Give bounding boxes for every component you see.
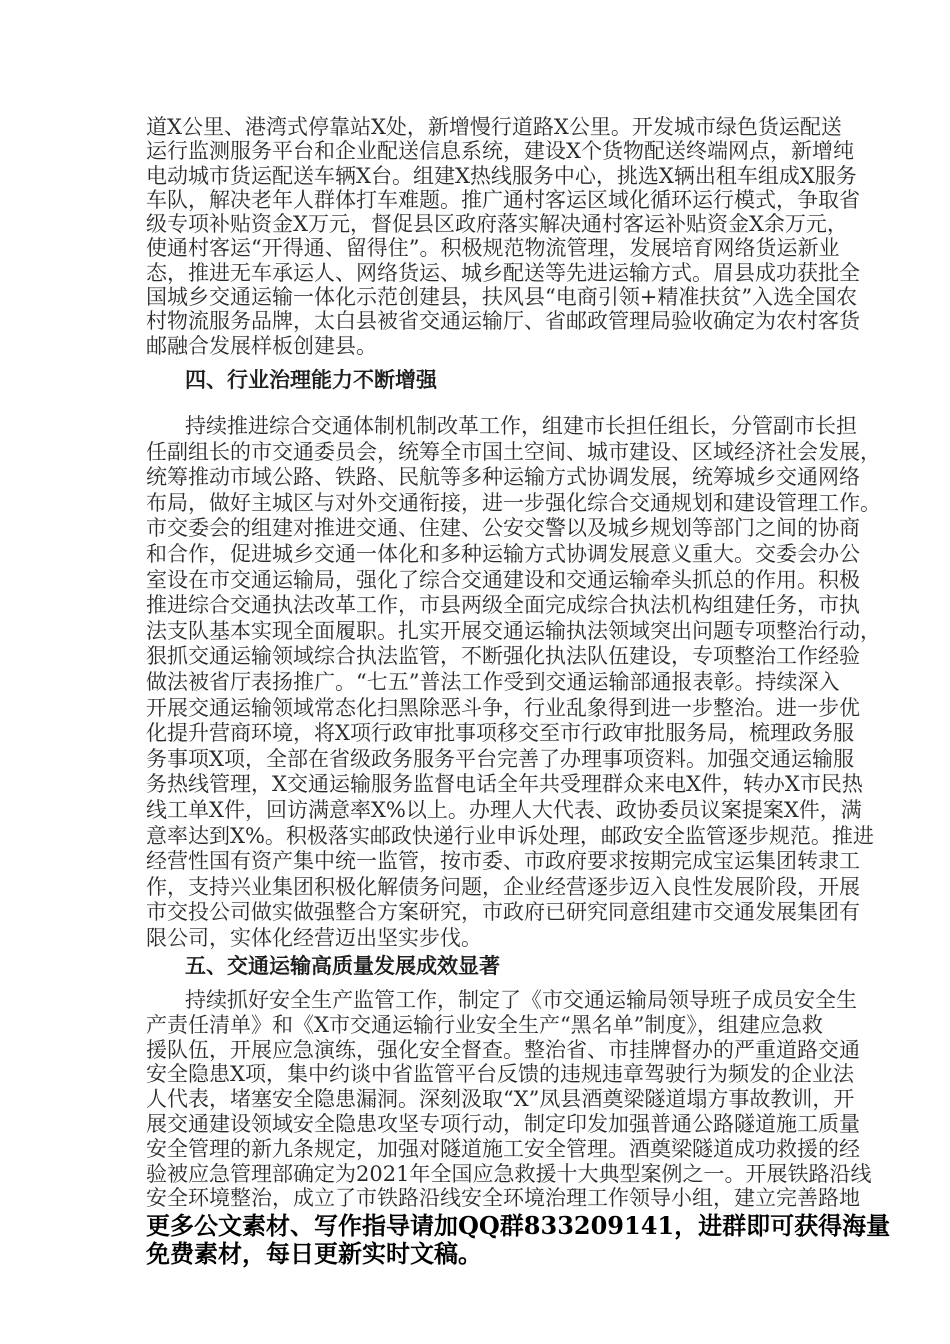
paragraph-line: 线工单X件，回访满意率X%以上。办理人大代表、政协委员议案提案X件，满 <box>146 797 862 822</box>
paragraph-line: 援队伍，开展应急演练，强化安全督查。整治省、市挂牌督办的严重道路交通 <box>146 1037 860 1062</box>
paragraph-line: 化提升营商环境，将X项行政审批事项移交至市行政审批服务局，梳理政务服 <box>146 721 854 746</box>
section-heading-4: 四、行业治理能力不断增强 <box>185 367 437 392</box>
paragraph-line: 市交委会的组建对推进交通、住建、公安交警以及城乡规划等部门之间的协商 <box>146 516 860 541</box>
paragraph-line: 道X公里、港湾式停靠站X处，新增慢行道路X公里。开发城市绿色货运配送 <box>146 115 842 139</box>
paragraph-line: 推进综合交通执法改革工作，市县两级全面完成综合执法机构组建任务，市执 <box>146 593 860 618</box>
paragraph-line: 布局，做好主城区与对外交通衔接，进一步强化综合交通规划和建设管理工作。 <box>146 490 881 515</box>
paragraph-line: 验被应急管理部确定为2021年全国应急救援十大典型案例之一。开展铁路沿线 <box>146 1161 872 1186</box>
paragraph-line: 村物流服务品牌，太白县被省交通运输厅、省邮政管理局验收确定为农村客货 <box>146 309 860 334</box>
paragraph-line: 任副组长的市交通委员会，统筹全市国土空间、城市建设、区域经济社会发展， <box>146 439 881 464</box>
paragraph-2 <box>146 414 881 951</box>
footer-line: 免费素材，每日更新实时文稿。 <box>146 1239 482 1268</box>
paragraph-line: 经营性国有资产集中统一监管，按市委、市政府要求按期完成宝运集团转隶工 <box>146 849 860 874</box>
paragraph-line: 安全管理的新九条规定，加强对隧道施工安全管理。酒奠梁隧道成功救援的经 <box>146 1136 860 1161</box>
paragraph-line: 意率达到X%。积极落实邮政快递行业申诉处理，邮政安全监管逐步规范。推进 <box>146 823 874 848</box>
paragraph-line: 务事项X项，全部在省级政务服务平台完善了办理事项资料。加强交通运输服 <box>146 746 854 771</box>
paragraph-line: 级专项补贴资金X万元，督促县区政府落实解决通村客运补贴资金X余万元， <box>146 212 848 237</box>
paragraph-line: 国城乡交通运输一体化示范创建县，扶风县“电商引领+精准扶贫”入选全国农 <box>146 285 858 310</box>
paragraph-line: 开展交通运输领域常态化扫黑除恶斗争，行业乱象得到进一步整治。进一步优 <box>146 695 860 720</box>
paragraph-line: 人代表，堵塞安全隐患漏洞。深刻汲取“X”凤县酒奠梁隧道塌方事故教训，开 <box>146 1087 855 1112</box>
paragraph-line: 统筹推动市域公路、铁路、民航等多种运输方式协调发展，统筹城乡交通网络 <box>146 465 860 490</box>
paragraph-1 <box>146 115 860 358</box>
promo-footer <box>146 1211 891 1268</box>
paragraph-line: 法支队基本实现全面履职。扎实开展交通运输执法领域突出问题专项整治行动， <box>146 618 881 643</box>
paragraph-line: 和合作，促进城乡交通一体化和多种运输方式协调发展意义重大。交委会办公 <box>146 541 860 566</box>
paragraph-line: 使通村客运“开得通、留得住”。积极规范物流管理，发展培育网络货运新业 <box>146 236 840 261</box>
footer-line: 更多公文素材、写作指导请加QQ群833209141，进群即可获得海量 <box>146 1211 891 1240</box>
paragraph-line: 展交通建设领域安全隐患攻坚专项行动，制定印发加强普通公路隧道施工质量 <box>146 1111 860 1136</box>
paragraph-line: 做法被省厅表扬推广。“七五”普法工作受到交通运输部通报表彰。持续深入 <box>146 669 840 694</box>
paragraph-3 <box>146 988 872 1211</box>
paragraph-line: 邮融合发展样板创建县。 <box>146 333 377 358</box>
paragraph-line: 务热线管理，X交通运输服务监督电话全年共受理群众来电X件，转办X市民热 <box>146 772 863 797</box>
paragraph-line: 态，推进无车承运人、网络货运、城乡配送等先进运输方式。眉县成功获批全 <box>146 260 860 285</box>
paragraph-line: 产责任清单》和《X市交通运输行业安全生产“黑名单”制度》，组建应急救 <box>146 1012 823 1037</box>
section-heading-5: 五、交通运输高质量发展成效显著 <box>185 953 500 978</box>
paragraph-line: 安全环境整治，成立了市铁路沿线安全环境治理工作领导小组，建立完善路地 <box>146 1186 860 1211</box>
paragraph-line: 狠抓交通运输领域综合执法监管，不断强化执法队伍建设，专项整治工作经验 <box>146 644 860 669</box>
paragraph-line: 车队，解决老年人群体打车难题。推广通村客运区域化循环运行模式，争取省 <box>146 187 860 212</box>
paragraph-line: 市交投公司做实做强整合方案研究，市政府已研究同意组建市交通发展集团有 <box>146 900 860 925</box>
paragraph-line: 作，支持兴业集团积极化解债务问题，企业经营逐步迈入良性发展阶段，开展 <box>146 874 860 899</box>
paragraph-line: 持续推进综合交通体制机制改革工作，组建市长担任组长，分管副市长担 <box>185 414 857 438</box>
paragraph-line: 安全隐患X项，集中约谈中省监管平台反馈的违规违章驾驶行为频发的企业法 <box>146 1062 854 1087</box>
paragraph-line: 室设在市交通运输局，强化了综合交通建设和交通运输牵头抓总的作用。积极 <box>146 567 860 592</box>
paragraph-line: 限公司，实体化经营迈出坚实步伐。 <box>146 925 482 950</box>
paragraph-line: 运行监测服务平台和企业配送信息系统，建设X个货物配送终端网点，新增纯 <box>146 139 854 164</box>
paragraph-line: 持续抓好安全生产监管工作，制定了《市交通运输局领导班子成员安全生 <box>185 988 857 1012</box>
paragraph-line: 电动城市货运配送车辆X台。组建X热线服务中心，挑选X辆出租车组成X服务 <box>146 163 857 188</box>
